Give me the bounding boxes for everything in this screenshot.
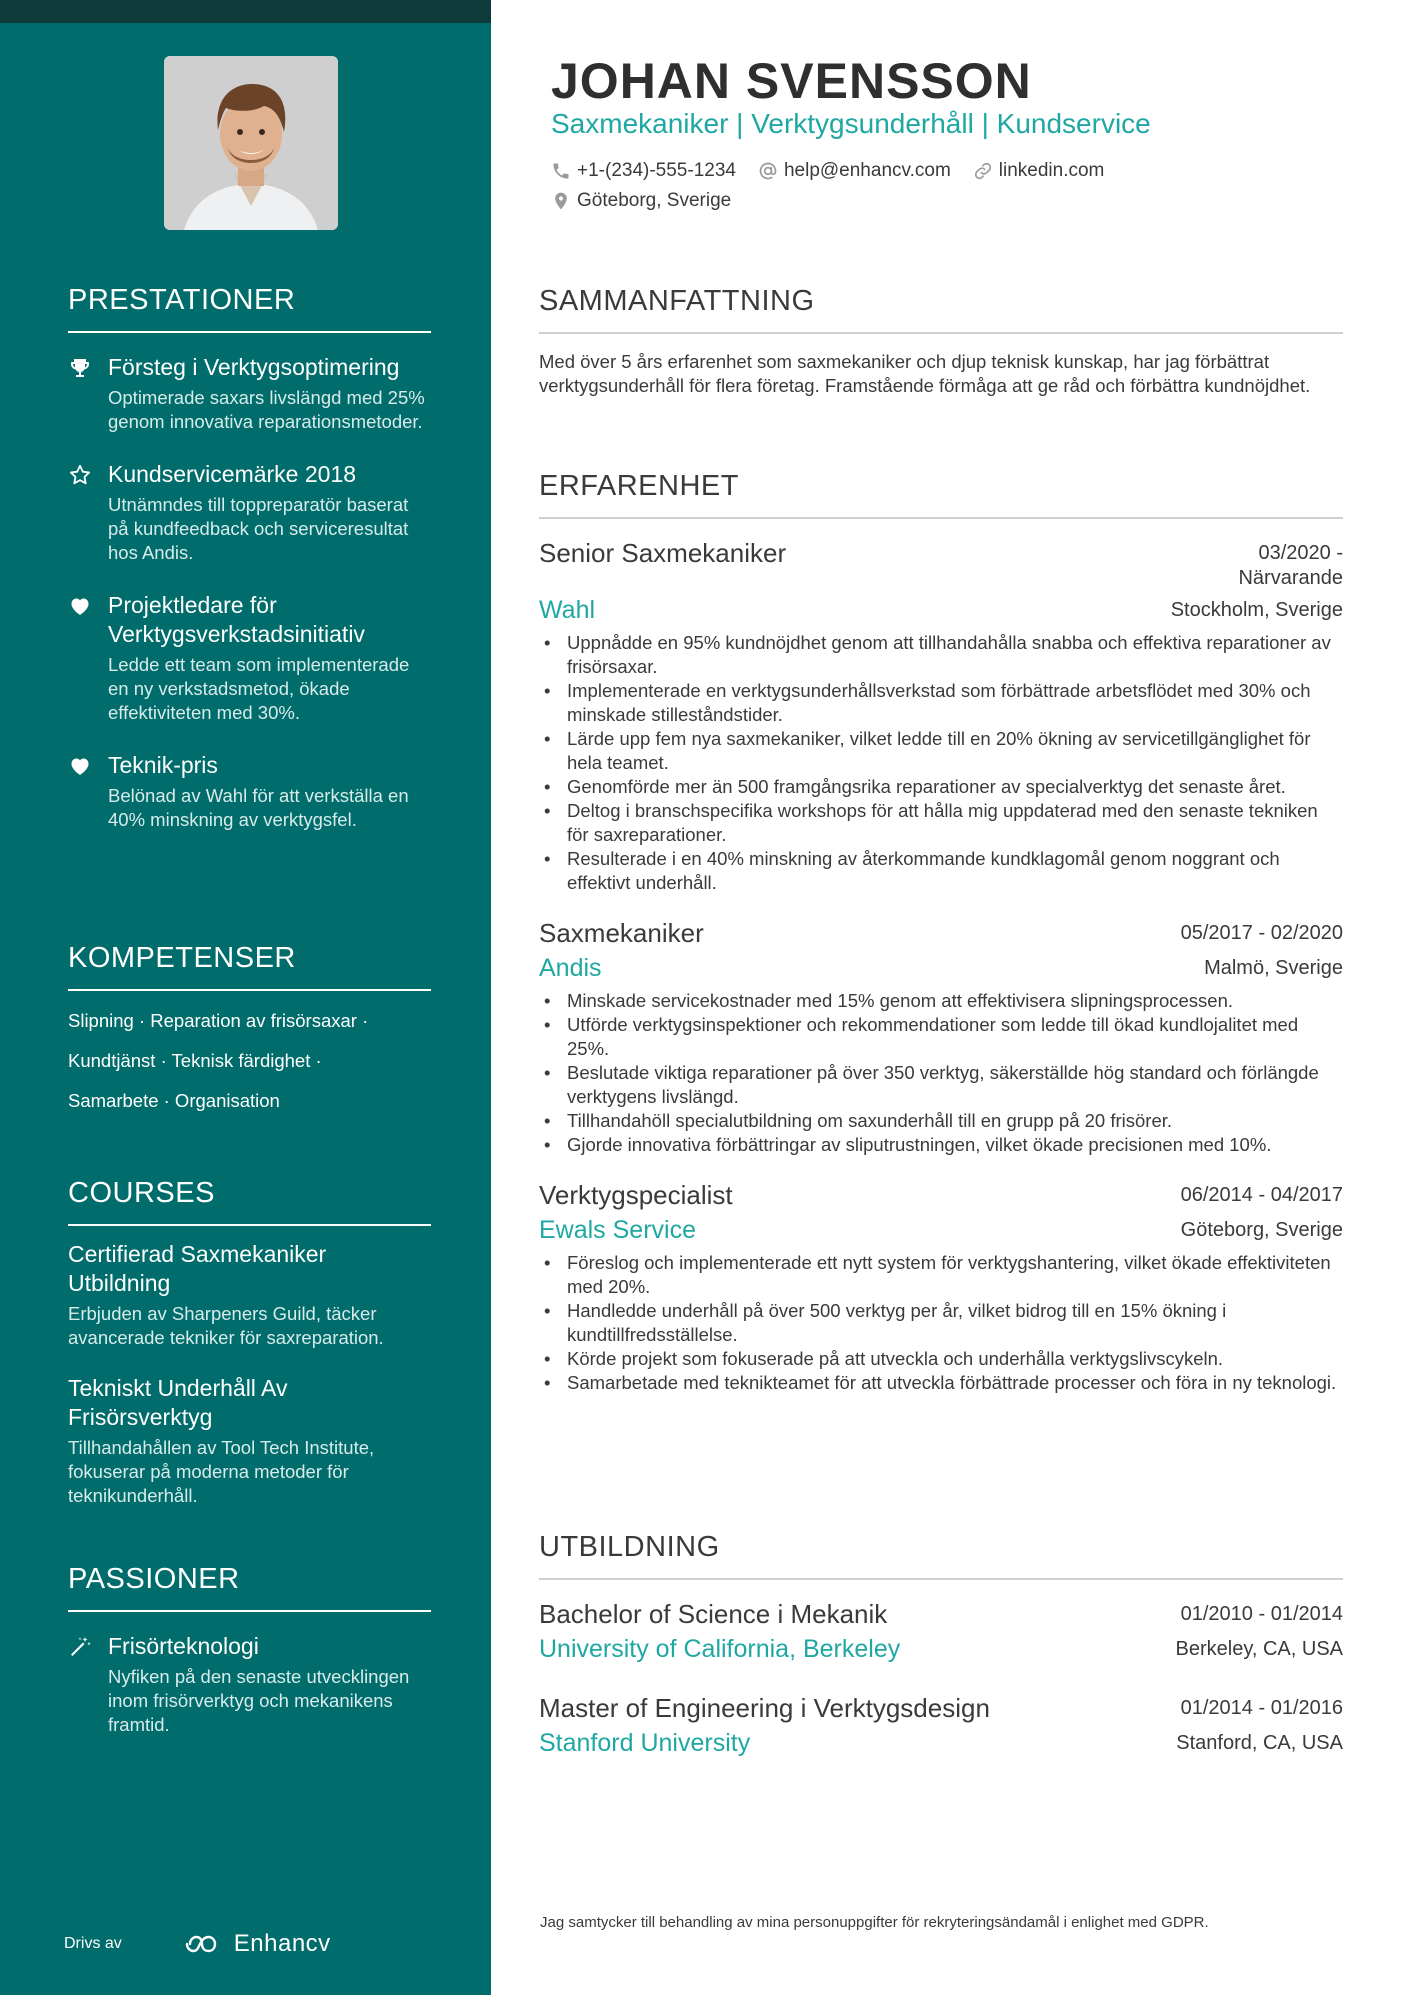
star-icon [68,460,108,565]
profile-photo [164,56,338,230]
job-title: Verktygspecialist [539,1180,733,1210]
passion-item [68,1632,431,1737]
school-name: University of California, Berkeley [539,1635,901,1663]
phone-text: +1-(234)-555-1234 [577,160,736,181]
enhancv-logo-icon [178,1931,224,1957]
job-entry [539,1179,1343,1395]
candidate-name: JOHAN SVENSSON [551,53,1032,109]
magic-wand-icon [68,1632,108,1737]
achievement-title: Försteg i Verktygsoptimering [108,354,400,380]
skills-row: Slipning · Reparation av frisörsaxar · [68,1010,369,1031]
job-bullet: • Körde projekt som fokuserade på att utveckla och underhålla verktygslivscykeln. [539,1347,1343,1371]
phone-icon [551,161,571,181]
linkedin-text: linkedin.com [998,160,1105,181]
job-date: 05/2017 - 02/2020 [1180,922,1343,944]
powered-by-label: Drivs av [64,1935,122,1952]
location-pin-icon [551,191,571,211]
achievement-item [68,751,431,832]
job-bullet: • Handledde underhåll på över 500 verktyg per år, vilket bidrog till en 15% ökning i kundtillfredsställelse. [539,1299,1343,1347]
job-bullet: • Uppnådde en 95% kundnöjdhet genom att tillhandahålla snabba och effektiva reparationer av frisörsaxar. [539,631,1343,679]
achievement-description: Utnämndes till toppreparatör baserat på kundfeedback och serviceresultat hos Andis. [108,494,409,563]
company-name: Andis [539,954,602,982]
job-bullet: • Beslutade viktiga reparationer på över 350 verktyg, säkerställde hög standard och förlängde verktygens livslängd. [539,1061,1343,1109]
candidate-tagline: Saxmekaniker | Verktygsunderhåll | Kundservice [551,108,1151,139]
course-title: Certifierad Saxmekaniker Utbildning [68,1241,327,1296]
school-location: Berkeley, CA, USA [1175,1637,1343,1660]
main-content [491,0,1410,1995]
achievement-description: Optimerade saxars livslängd med 25% genom innovativa reparationsmetoder. [108,387,425,432]
contact-location [551,190,731,212]
job-bullets [539,631,1343,895]
heart-icon [68,751,108,832]
course-item [68,1240,431,1350]
job-bullet: • Gjorde innovativa förbättringar av sliputrustningen, vilket ökade precisionen med 10%. [539,1133,1343,1157]
education-date: 01/2014 - 01/2016 [1180,1697,1343,1719]
location-text: Göteborg, Sverige [577,190,732,211]
job-bullet: • Föreslog och implementerade ett nytt system för verktygshantering, vilket ökade effektiviteten med 20%. [539,1251,1343,1299]
skills-row: Samarbete · Organisation [68,1090,280,1111]
contact-row [551,160,1126,182]
achievement-description: Belönad av Wahl för att verkställa en 40% minskning av verktygsfel. [108,785,409,830]
job-date: 03/2020 - Närvarande [1238,542,1343,589]
job-bullet: • Samarbetade med teknikteamet för att utveckla förbättrade processer och föra in ny teknologi. [539,1371,1343,1395]
achievement-item [68,353,431,434]
sidebar [0,0,491,1995]
achievement-title: Kundservicemärke 2018 [108,461,357,487]
passions-section [68,1563,431,1763]
job-bullets [539,989,1343,1157]
job-bullet: • Tillhandahöll specialutbildning om saxunderhåll till en grupp på 20 frisörer. [539,1109,1343,1133]
degree-title: Master of Engineering i Verktygsdesign [539,1693,990,1723]
experience-section [539,470,1343,1395]
job-bullet: • Genomförde mer än 500 framgångsrika reparationer av specialverktyg det senaste året. [539,775,1343,799]
education-date: 01/2010 - 01/2014 [1180,1603,1343,1625]
achievement-item [68,460,431,565]
sidebar-top-bar [0,0,491,23]
job-title: Saxmekaniker [539,918,704,948]
education-title: UTBILDNING [539,1531,1343,1580]
passion-title: Frisörteknologi [108,1633,259,1659]
school-name: Stanford University [539,1729,751,1757]
enhancv-brand: Enhancv [233,1930,331,1957]
degree-title: Bachelor of Science i Mekanik [539,1599,888,1629]
summary-title: SAMMANFATTNING [539,285,1343,334]
job-location: Malmö, Sverige [1204,956,1343,979]
course-description: Erbjuden av Sharpeners Guild, täcker avancerade tekniker för saxreparation. [68,1303,384,1348]
contact-linkedin[interactable] [973,160,1105,182]
job-entry [539,537,1343,895]
company-name: Wahl [539,596,596,624]
achievement-title: Teknik-pris [108,752,218,778]
heart-icon [68,591,108,725]
at-sign-icon [758,161,778,181]
job-date: 06/2014 - 04/2017 [1180,1184,1343,1206]
school-location: Stanford, CA, USA [1176,1731,1343,1754]
skills-title: KOMPETENSER [68,942,431,991]
job-location: Stockholm, Sverige [1170,598,1343,621]
trophy-icon [68,353,108,434]
skills-row: Kundtjänst · Teknisk färdighet · [68,1050,322,1071]
summary-text: Med över 5 års erfarenhet som saxmekaniker och djup teknisk kunskap, har jag förbättrat verktygsunderhåll för flera företag. Framstående förmåga att ge råd och förbättra kundnöjdhet. [539,351,1311,396]
courses-section [68,1177,431,1532]
skills-section [68,942,431,1129]
course-item [68,1374,431,1508]
job-bullet: • Minskade servicekostnader med 15% genom att effektivisera slipningsprocessen. [539,989,1343,1013]
course-title: Tekniskt Underhåll Av Frisörsverktyg [68,1375,288,1430]
job-bullets [539,1251,1343,1395]
experience-title: ERFARENHET [539,470,1343,519]
education-section [539,1531,1343,1758]
contact-email[interactable] [758,160,951,182]
education-entry [539,1598,1343,1664]
powered-by [64,1930,331,1958]
education-entry [539,1692,1343,1758]
job-location: Göteborg, Sverige [1180,1218,1343,1241]
job-entry [539,917,1343,1157]
course-description: Tillhandahållen av Tool Tech Institute, fokuserar på moderna metoder för teknikunderhåll. [68,1437,375,1506]
achievement-description: Ledde ett team som implementerade en ny verkstadsmetod, ökade effektiviteten med 30%. [108,654,410,723]
achievement-title: Projektledare för Verktygsverkstadsinitiativ [108,592,365,647]
achievements-title: PRESTATIONER [68,284,431,333]
enhancv-logo[interactable] [178,1930,331,1958]
link-icon [973,161,993,181]
summary-section [539,285,1343,398]
contact-phone [551,160,736,182]
job-title: Senior Saxmekaniker [539,538,787,568]
passion-description: Nyfiken på den senaste utvecklingen inom frisörverktyg och mekanikens framtid. [108,1666,410,1735]
gdpr-consent: Jag samtycker till behandling av mina personuppgifter för rekryteringsändamål i enlighet med GDPR. [540,1914,1209,1931]
achievements-section [68,284,431,858]
job-bullet: • Resulterade i en 40% minskning av återkommande kundklagomål genom noggrant och effektivt underhåll. [539,847,1343,895]
contact-row-location [551,190,753,212]
email-text: help@enhancv.com [783,160,951,181]
achievement-item [68,591,431,725]
courses-title: COURSES [68,1177,431,1226]
job-bullet: • Implementerade en verktygsunderhållsverkstad som förbättrade arbetsflödet med 30% och minskade stilleståndstider. [539,679,1343,727]
job-bullet: • Utförde verktygsinspektioner och rekommendationer som ledde till ökad kundlojalitet med 25%. [539,1013,1343,1061]
job-bullet: • Lärde upp fem nya saxmekaniker, vilket ledde till en 20% ökning av servicetillgänglighet för hela teamet. [539,727,1343,775]
job-bullet: • Deltog i branschspecifika workshops för att hålla mig uppdaterad med den senaste tekniken för saxreparationer. [539,799,1343,847]
passions-title: PASSIONER [68,1563,431,1612]
company-name: Ewals Service [539,1216,696,1244]
